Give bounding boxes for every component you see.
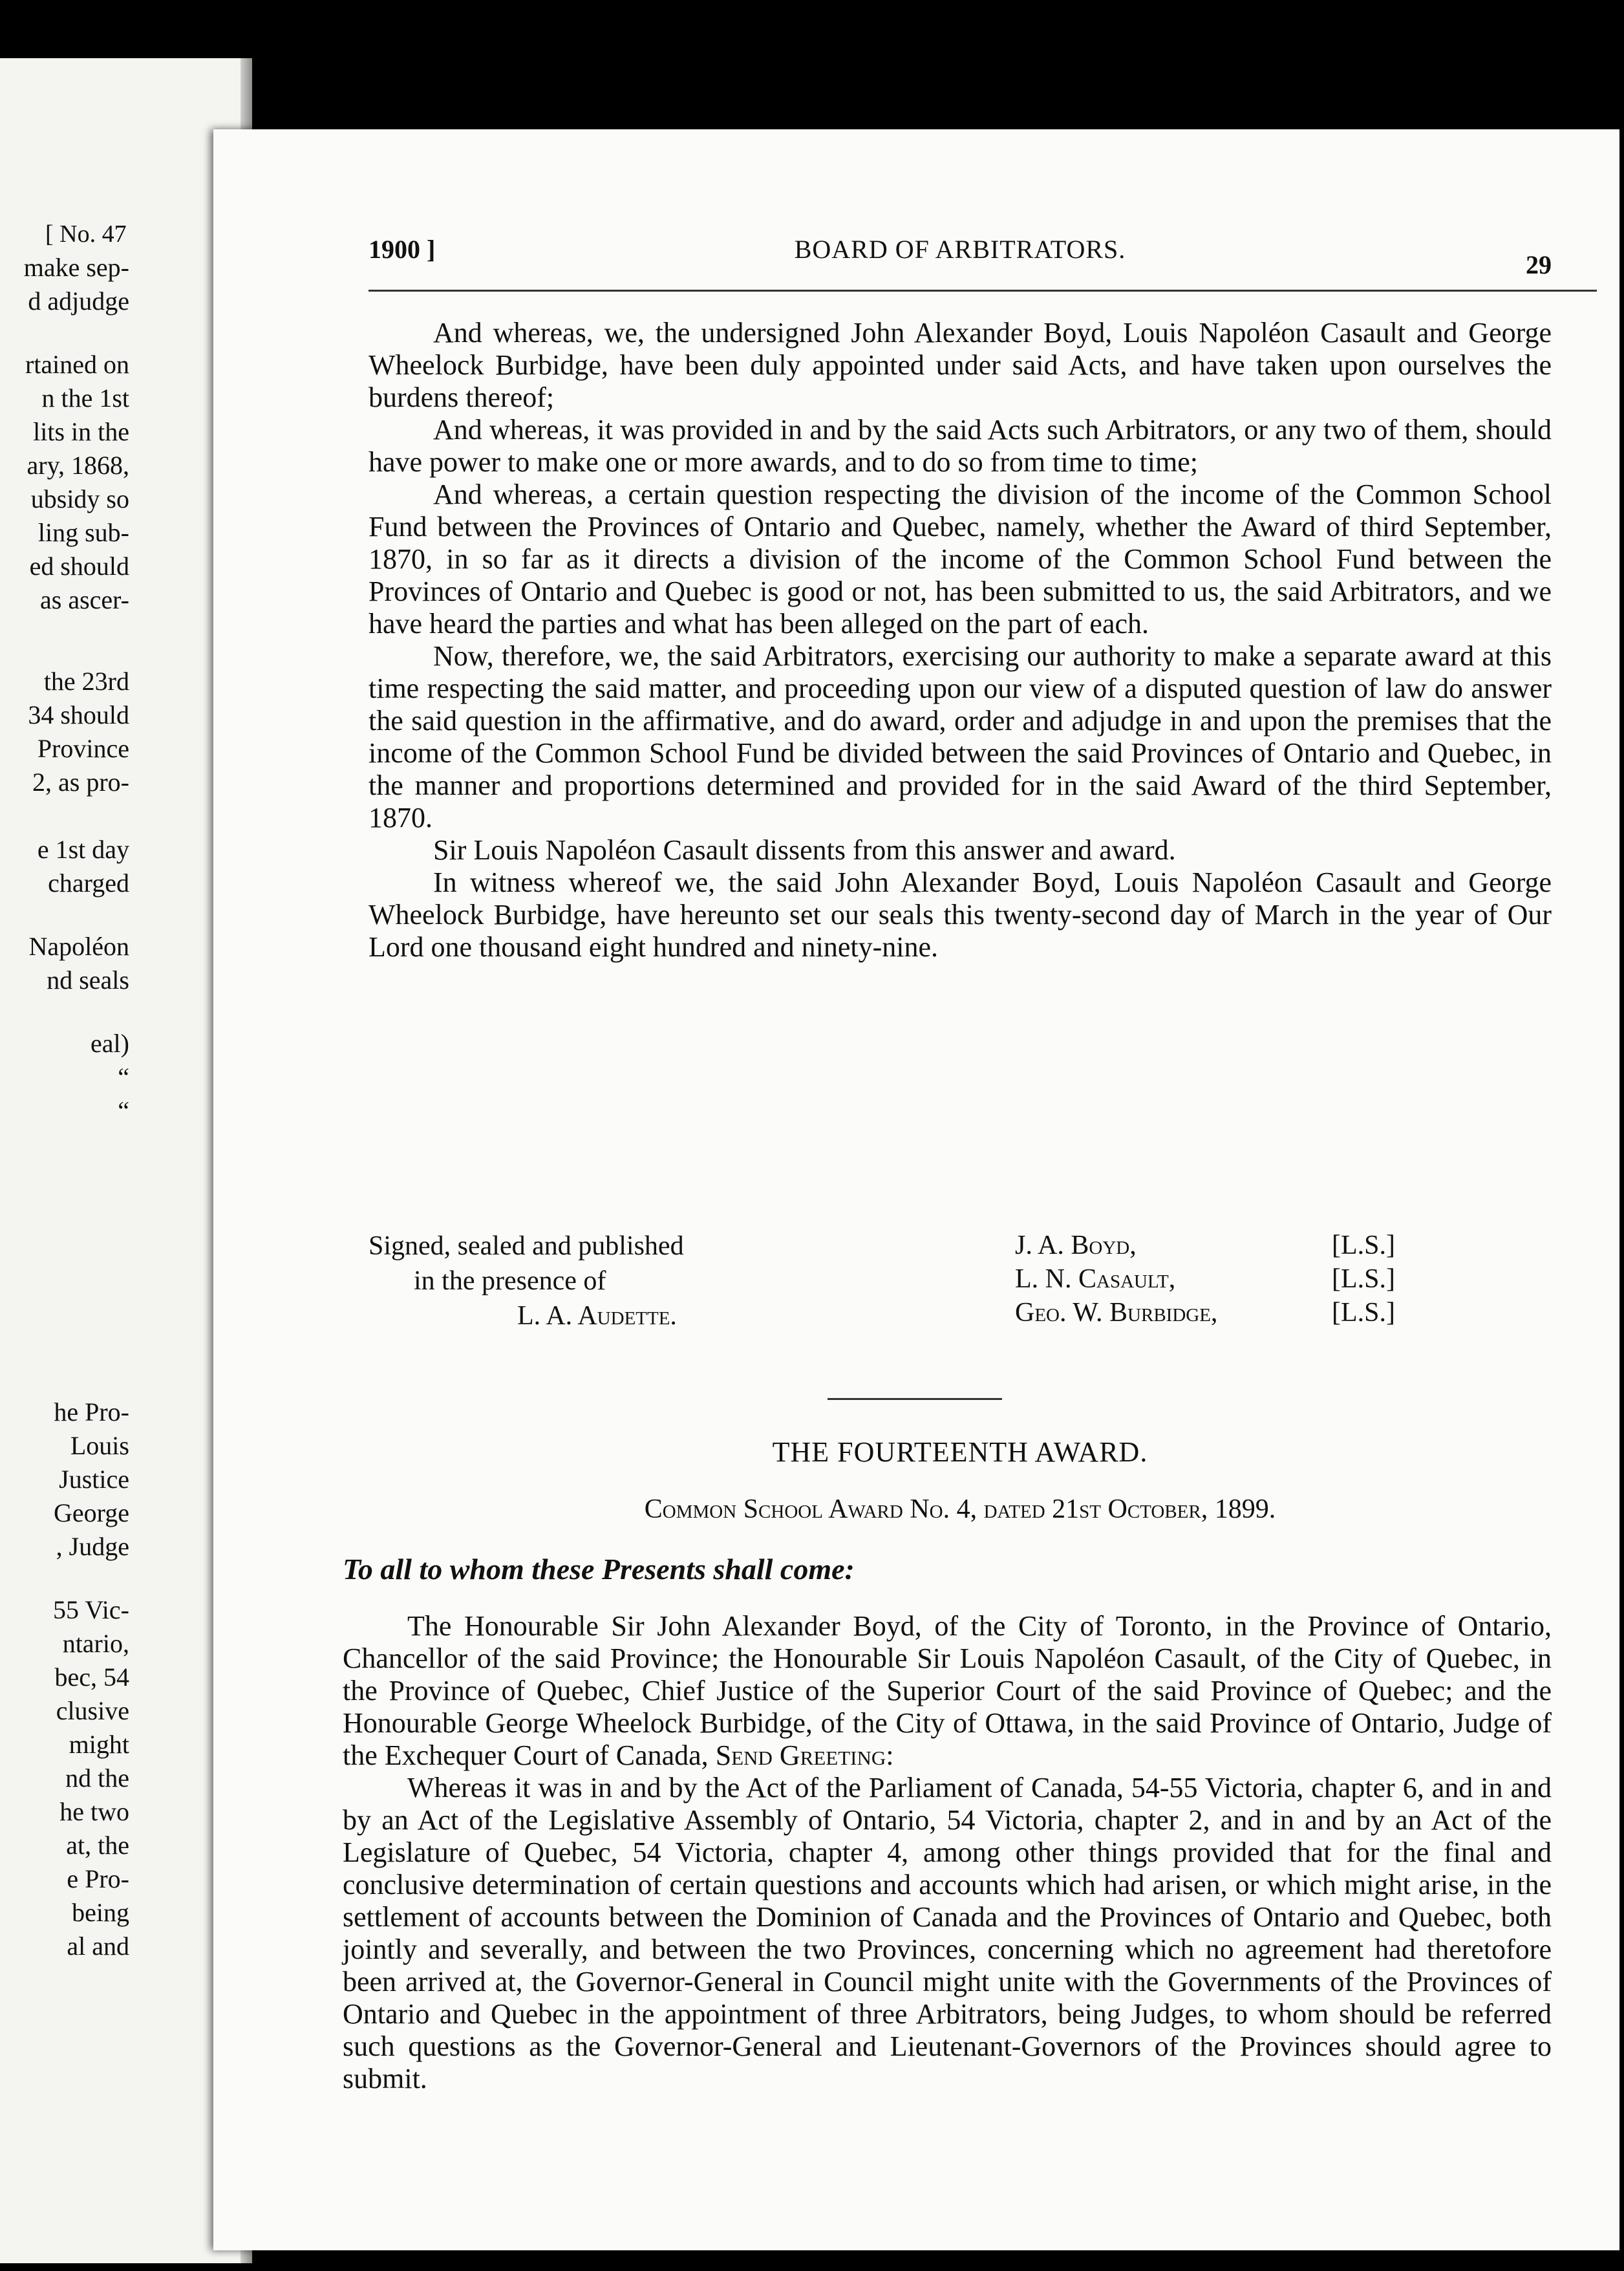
left-page-line: charged <box>48 868 129 898</box>
seal-mark: [L.S.] <box>1332 1264 1395 1294</box>
left-page-line: 55 Vic- <box>53 1595 129 1624</box>
salutation: To all to whom these Presents shall come: <box>343 1553 855 1586</box>
header-year: 1900 ] <box>369 235 436 264</box>
left-page-line: ubsidy so <box>30 484 129 513</box>
signatory-row <box>1015 1296 1395 1329</box>
fourteenth-award-text <box>343 1610 1552 2095</box>
left-page-line: ling sub- <box>37 518 129 547</box>
signature-block <box>369 1229 1552 1358</box>
left-page-line: “ <box>118 1096 129 1125</box>
signatory-name: J. A. Boyd, <box>1015 1231 1137 1260</box>
left-page-line: n the 1st <box>41 383 129 413</box>
left-page-line: ed should <box>29 552 129 581</box>
left-page-line: being <box>72 1898 129 1927</box>
signed-line: Signed, sealed and published <box>369 1231 684 1261</box>
witness-block <box>369 1229 684 1333</box>
left-page-line: d adjudge <box>28 286 129 316</box>
left-page-header: [ No. 47 <box>45 221 127 248</box>
left-page-line: 2, as pro- <box>32 768 129 797</box>
witness-name: L. A. Audette. <box>517 1301 677 1331</box>
left-page-line: he Pro- <box>54 1397 129 1426</box>
left-page-line: “ <box>118 1062 129 1092</box>
paragraph: Now, therefore, we, the said Arbitrators, exercising our authority to make a separate award at this time respecting the said matter, and proceeding upon our view of a disputed question of law do answer the said question in the affirmative, and do award, order and adjudge in and upon the premises that the income of the Common School Fund be divided between the said Provinces of Ontario and Quebec, in the manner and proportions determined and provided for in the said Award of the third September, 1870. <box>369 640 1552 834</box>
left-page-line: ary, 1868, <box>27 451 129 480</box>
left-page-line: al and <box>67 1932 129 1961</box>
left-page-line: Louis <box>70 1431 129 1460</box>
left-page-line: Napoléon <box>28 932 129 961</box>
left-page-line: Justice <box>59 1465 129 1494</box>
running-head <box>369 226 1552 279</box>
left-page-line: the 23rd <box>43 667 129 696</box>
left-page-line: nd the <box>65 1763 129 1792</box>
paragraph: And whereas, we, the undersigned John Alexander Boyd, Louis Napoléon Casault and George Wheelock Burbidge, have been duly appointed under said Acts, and have taken upon ourselves the burdens thereof; <box>369 317 1552 413</box>
send-greeting: Send Greeting: <box>715 1739 894 1771</box>
left-page-line: 34 should <box>28 700 129 729</box>
header-title: BOARD OF ARBITRATORS. <box>794 235 1126 264</box>
left-page-line: e Pro- <box>67 1864 129 1893</box>
left-page-line: bec, 54 <box>54 1663 129 1692</box>
signatories <box>1015 1229 1395 1329</box>
signatory-row <box>1015 1262 1395 1296</box>
left-page-line: clusive <box>56 1696 129 1725</box>
left-page-line: rtained on <box>25 350 129 379</box>
page-number: 29 <box>1526 250 1552 279</box>
left-page-line: make sep- <box>23 253 129 282</box>
paragraph: Sir Louis Napoléon Casault dissents from this answer and award. <box>433 834 1176 866</box>
left-page-line: Province <box>37 734 129 763</box>
left-page-line: George <box>54 1498 129 1527</box>
left-page-line: e 1st day <box>37 835 129 864</box>
header-rule <box>369 290 1597 292</box>
award-title: THE FOURTEENTH AWARD. <box>772 1436 1148 1468</box>
paragraph: Whereas it was in and by the Act of the Parliament of Canada, 54-55 Victoria, chapter 6, and in and by an Act of the Legislative Assembly of Ontario, 54 Victoria, chapter 2, and in and by an Act of the Legislature of Quebec, 54 Victoria, chapter 4, among other things provided that for the final and conclusive determination of certain questions and accounts which had arisen, or which might arise, in the settlement of accounts between the Dominion of Canada and the Provinces of Ontario and Quebec, both jointly and severally, and between the two Provinces, concerning which no agreement had theretofore been arrived at, the Governor-General in Council might unite with the Governments of the Provinces of Ontario and Quebec in the appointment of three Arbitrators, being Judges, to whom should be referred such questions as the Governor-General and Lieutenant-Governors of the Provinces should agree to submit. <box>343 1772 1552 2094</box>
presence-line: in the presence of <box>414 1266 606 1296</box>
signatory-row <box>1015 1229 1395 1262</box>
paragraph: And whereas, it was provided in and by the said Acts such Arbitrators, or any two of them, should have power to make one or more awards, and to do so from time to time; <box>369 414 1552 478</box>
seal-mark: [L.S.] <box>1332 1231 1395 1260</box>
paragraph <box>343 1610 1552 1772</box>
left-page-line: he two <box>59 1797 129 1826</box>
section-divider <box>828 1398 1002 1400</box>
paragraph-text: The Honourable Sir John Alexander Boyd, of the City of Toronto, in the Province of Ontario, Chancellor of the said Province; the Honourable Sir Louis Napoléon Casault, of the City of Quebec, in the Province of Quebec, Chief Justice of the Superior Court of the said Province of Quebec; and the Honourable George Wheelock Burbidge, of the City of Ottawa, in the said Province of Ontario, Judge of the Exchequer Court of Canada, <box>343 1610 1552 1771</box>
left-page-line: as ascer- <box>40 585 129 614</box>
seal-mark: [L.S.] <box>1332 1298 1395 1328</box>
award-subtitle: Common School Award No. 4, dated 21st October, 1899. <box>644 1494 1276 1524</box>
signatory-name: Geo. W. Burbidge, <box>1015 1298 1218 1328</box>
left-page-line: might <box>69 1730 129 1759</box>
left-page-line: , Judge <box>56 1532 129 1561</box>
paragraph: And whereas, a certain question respecting the division of the income of the Common School Fund between the Provinces of Ontario and Quebec, namely, whether the Award of third September, 1870, in so far as it directs a division of the income of the Common School Fund between the Provinces of Ontario and Quebec is good or not, has been submitted to us, the said Arbitrators, and we have heard the parties and what has been alleged on the part of each. <box>369 479 1552 640</box>
left-page-line: nd seals <box>47 965 129 995</box>
left-page-line: ntario, <box>62 1629 129 1658</box>
paragraph: In witness whereof we, the said John Alexander Boyd, Louis Napoléon Casault and George Wheelock Burbidge, have hereunto set our seals this twenty-second day of March in the year of Our Lord one thousand eight hundred and ninety-nine. <box>369 866 1552 963</box>
signatory-name: L. N. Casault, <box>1015 1264 1176 1294</box>
award-body-text <box>369 317 1552 963</box>
left-page-line: at, the <box>66 1831 129 1860</box>
left-page-line: lits in the <box>33 417 129 446</box>
left-page-line: eal) <box>91 1029 129 1058</box>
main-page <box>213 129 1619 2250</box>
